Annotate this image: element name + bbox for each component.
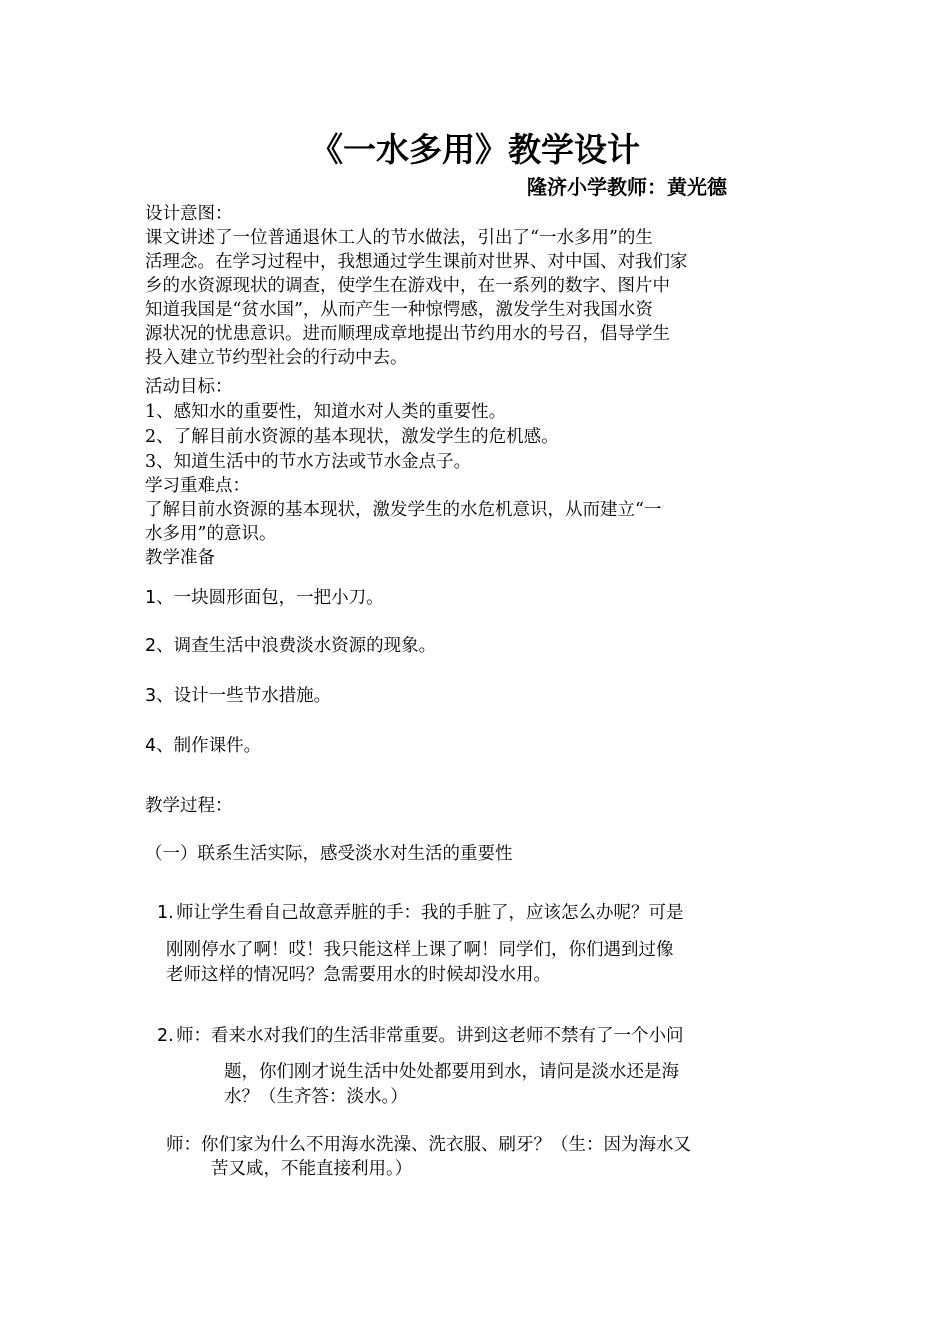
preparation-heading: 教学准备 <box>145 548 215 568</box>
process-item-line: 老师这样的情况吗？急需要用水的时候却没水用。 <box>166 965 551 985</box>
dialog-line: 苦又咸，不能直接利用。） <box>211 1159 413 1179</box>
design-intent-line: 活理念。在学习过程中，我想通过学生课前对世界、对中国、对我们家 <box>145 252 688 272</box>
author-line: 隆济小学教师：黄光德 <box>527 175 727 199</box>
preparation-item: 4、制作课件。 <box>145 736 262 756</box>
process-item-line: 师：看来水对我们的生活非常重要。讲到这老师不禁有了一个小问 <box>176 1026 684 1046</box>
process-item-line: 师让学生看自己故意弄脏的手：我的手脏了，应该怎么办呢？可是 <box>176 903 684 923</box>
goal-item: 3、知道生活中的节水方法或节水金点子。 <box>145 452 472 472</box>
process-section-title: （一）联系生活实际，感受淡水对生活的重要性 <box>145 844 513 864</box>
process-item-line: 水？（生齐答：淡水。） <box>224 1087 408 1107</box>
preparation-item: 1、一块圆形面包，一把小刀。 <box>145 588 384 608</box>
process-item-number: 2. <box>157 1026 174 1046</box>
key-points-line: 了解目前水资源的基本现状，激发学生的水危机意识，从而建立“一 <box>145 500 662 520</box>
design-intent-heading: 设计意图： <box>145 204 233 224</box>
goal-item: 2、了解目前水资源的基本现状，激发学生的危机感。 <box>145 427 559 447</box>
process-heading: 教学过程： <box>145 796 233 816</box>
goals-heading: 活动目标： <box>145 377 233 397</box>
process-item-number: 1. <box>157 903 174 923</box>
process-item-line: 刚刚停水了啊！哎！我只能这样上课了啊！同学们，你们遇到过像 <box>166 940 674 960</box>
goal-item: 1、感知水的重要性，知道水对人类的重要性。 <box>145 402 507 422</box>
preparation-item: 2、调查生活中浪费淡水资源的现象。 <box>145 636 437 656</box>
key-points-line: 水多用”的意识。 <box>145 524 277 544</box>
process-item-line: 题，你们刚才说生活中处处都要用到水，请问是淡水还是海 <box>224 1062 679 1082</box>
design-intent-line: 乡的水资源现状的调查，使学生在游戏中，在一系列的数字、图片中 <box>145 276 670 296</box>
key-points-heading: 学习重难点： <box>145 476 250 496</box>
design-intent-line: 源状况的忧患意识。进而顺理成章地提出节约用水的号召，倡导学生 <box>145 324 670 344</box>
design-intent-line: 知道我国是“贫水国”，从而产生一种惊愕感，激发学生对我国水资 <box>145 300 653 320</box>
preparation-item: 3、设计一些节水措施。 <box>145 686 332 706</box>
design-intent-line: 投入建立节约型社会的行动中去。 <box>145 348 408 368</box>
design-intent-line: 课文讲述了一位普通退休工人的节水做法，引出了“一水多用”的生 <box>145 228 653 248</box>
dialog-line: 师：你们家为什么不用海水洗澡、洗衣服、刷牙？（生：因为海水又 <box>166 1135 691 1155</box>
document-title: 《一水多用》教学设计 <box>310 130 640 169</box>
